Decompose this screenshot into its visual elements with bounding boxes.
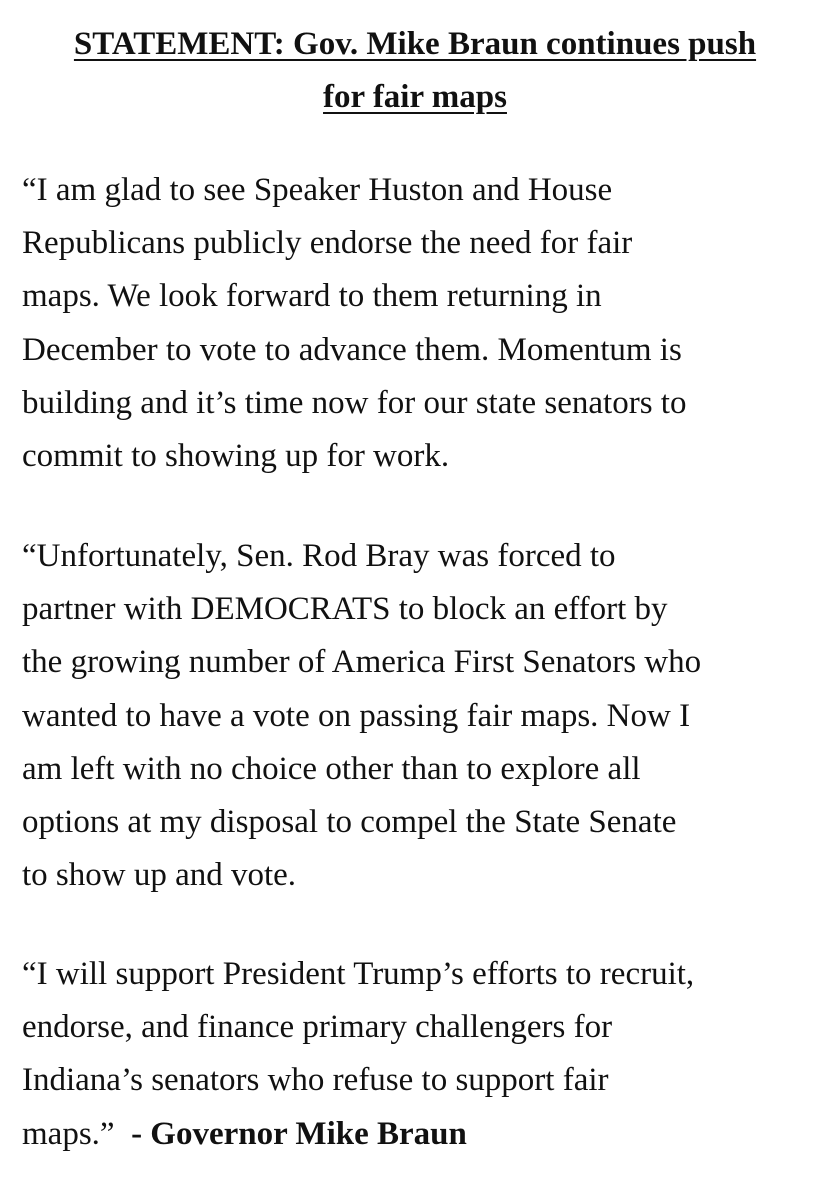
paragraph-line: am left with no choice other than to explore all bbox=[22, 750, 641, 787]
paragraph-line-with-attribution bbox=[22, 1108, 802, 1161]
paragraph-line: partner with DEMOCRATS to block an effort by bbox=[22, 591, 668, 628]
paragraph-line: options at my disposal to compel the State Senate bbox=[22, 804, 677, 841]
paragraph-line: to show up and vote. bbox=[22, 857, 297, 894]
paragraph-line: maps.” bbox=[22, 1115, 115, 1152]
paragraph-line: “I am glad to see Speaker Huston and House bbox=[22, 172, 613, 208]
paragraph-line: building and it’s time now for our state senators to bbox=[22, 384, 687, 421]
paragraph-line: endorse, and finance primary challengers for bbox=[22, 1009, 613, 1046]
quote-paragraph-2 bbox=[22, 530, 802, 902]
paragraph-line: the growing number of America First Senators who bbox=[22, 644, 702, 681]
attribution: - Governor Mike Braun bbox=[122, 1115, 467, 1152]
paragraph-line: wanted to have a vote on passing fair maps. Now I bbox=[22, 697, 691, 734]
quote-paragraph-3 bbox=[22, 948, 802, 1161]
paragraph-line: “I will support President Trump’s efforts to recruit, bbox=[22, 956, 695, 992]
paragraph-line: Indiana’s senators who refuse to support fair bbox=[22, 1062, 609, 1099]
paragraph-line: Republicans publicly endorse the need for fair bbox=[22, 225, 633, 262]
paragraph-line: December to vote to advance them. Momentum is bbox=[22, 331, 682, 368]
statement-title bbox=[20, 18, 810, 124]
paragraph-line: maps. We look forward to them returning in bbox=[22, 278, 602, 315]
quote-paragraph-1 bbox=[22, 164, 802, 483]
paragraph-line: “Unfortunately, Sen. Rod Bray was forced to bbox=[22, 538, 616, 574]
statement-title-line-2: for fair maps bbox=[323, 79, 507, 115]
paragraph-line: commit to showing up for work. bbox=[22, 438, 450, 475]
statement-title-line-1: STATEMENT: Gov. Mike Braun continues push bbox=[73, 26, 757, 62]
